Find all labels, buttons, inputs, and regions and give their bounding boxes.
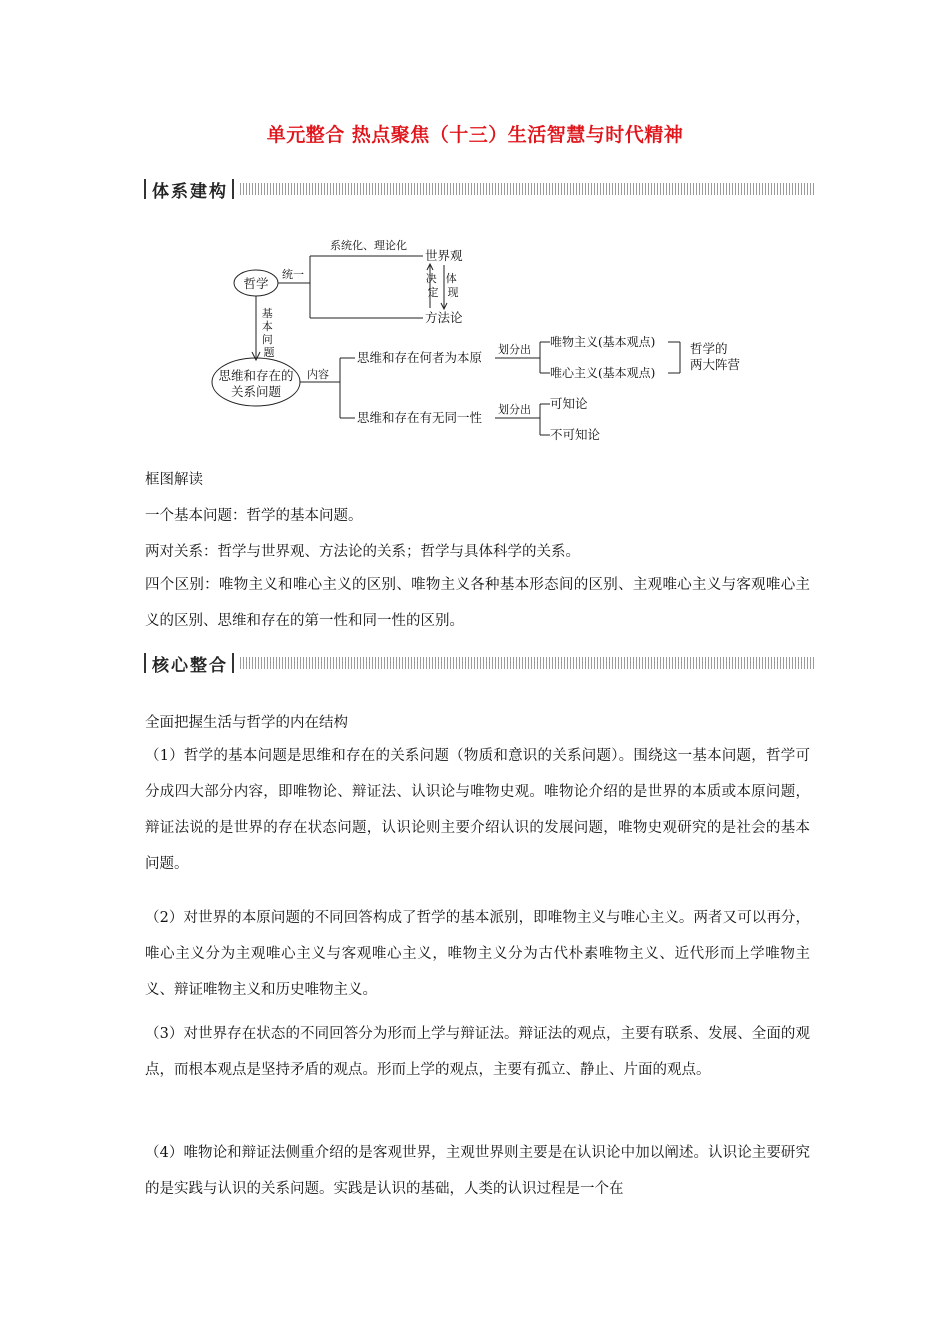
node-branch-identity: 思维和存在有无同一性 xyxy=(357,410,483,425)
node-two-camps-line2: 两大阵营 xyxy=(690,357,741,372)
philosophy-structure-diagram xyxy=(0,0,950,460)
section-label: 核心整合 xyxy=(152,656,228,676)
page-title: 单元整合 热点聚焦（十三）生活智慧与时代精神 xyxy=(266,124,684,146)
node-unknowable: 不可知论 xyxy=(550,427,601,442)
core-heading: 全面把握生活与哲学的内在结构 xyxy=(145,715,348,731)
edge-basic-issue: 基 本 问 题 xyxy=(261,307,275,359)
edge-divide-2: 划分出 xyxy=(498,403,531,416)
interpretation-line-2: 两对关系：哲学与世界观、方法论的关系；哲学与具体科学的关系。 xyxy=(145,544,580,560)
edge-decide-c2: 定 xyxy=(427,286,439,299)
section-bar-left xyxy=(144,653,146,673)
edge-unify: 统一 xyxy=(282,268,304,281)
edge-divide-1: 划分出 xyxy=(498,343,531,356)
node-relation-line1: 思维和存在的 xyxy=(218,368,294,383)
section-header-core xyxy=(144,652,814,674)
node-worldview: 世界观 xyxy=(425,248,463,263)
section-bar-right xyxy=(232,653,234,673)
node-branch-origin: 思维和存在何者为本原 xyxy=(357,350,483,365)
edge-content: 内容 xyxy=(307,368,329,381)
interpretation-heading: 框图解读 xyxy=(145,472,203,488)
node-relation-line2: 关系问题 xyxy=(230,384,282,399)
node-materialism: 唯物主义(基本观点) xyxy=(550,335,656,349)
core-paragraph-2: （2）对世界的本原问题的不同回答构成了哲学的基本派别，即唯物主义与唯心主义。两者又可以再分，唯心主义分为主观唯心主义与客观唯心主义，唯物主义分为古代朴素唯物主义、近代形而上学唯物主义、辩证唯物主义和历史唯物主义。 xyxy=(145,910,810,998)
node-methodology: 方法论 xyxy=(425,310,463,325)
core-paragraph-1: （1）哲学的基本问题是思维和存在的关系问题（物质和意识的关系问题）。围绕这一基本问题，哲学可分成四大部分内容，即唯物论、辩证法、认识论与唯物史观。唯物论介绍的是世界的本质或本原问题，辩证法说的是世界的存在状态问题，认识论则主要介绍认识的发展问题，唯物史观研究的是社会的基本问题。 xyxy=(145,748,810,872)
node-knowable: 可知论 xyxy=(550,396,588,411)
core-paragraph-4: （4）唯物论和辩证法侧重介绍的是客观世界，主观世界则主要是在认识论中加以阐述。认识论主要研究的是实践与认识的关系问题。实践是认识的基础，人类的认识过程是一个在 xyxy=(145,1145,810,1197)
core-paragraph-3: （3）对世界存在状态的不同回答分为形而上学与辩证法。辩证法的观点，主要有联系、发展、全面的观点，而根本观点是坚持矛盾的观点。形而上学的观点，主要有孤立、静止、片面的观点。 xyxy=(145,1026,810,1078)
section-label: 体系建构 xyxy=(152,182,228,202)
section-dotted-rule xyxy=(240,657,814,669)
interpretation-line-3: 四个区别：唯物主义和唯心主义的区别、唯物主义各种基本形态间的区别、主观唯心主义与客观唯心主义的区别、思维和存在的第一性和同一性的区别。 xyxy=(145,577,810,629)
node-philosophy: 哲学 xyxy=(243,276,269,291)
interpretation-line-1: 一个基本问题：哲学的基本问题。 xyxy=(145,508,363,524)
node-idealism: 唯心主义(基本观点) xyxy=(550,366,656,380)
edge-reflect xyxy=(446,271,461,299)
edge-systematize: 系统化、理论化 xyxy=(330,239,407,252)
edge-reflect-c1: 体 xyxy=(445,272,457,285)
edge-decide-c1: 决 xyxy=(425,272,437,285)
edge-decide xyxy=(426,271,441,299)
edge-reflect-c2: 现 xyxy=(447,286,459,299)
node-two-camps-line1: 哲学的 xyxy=(690,341,728,356)
